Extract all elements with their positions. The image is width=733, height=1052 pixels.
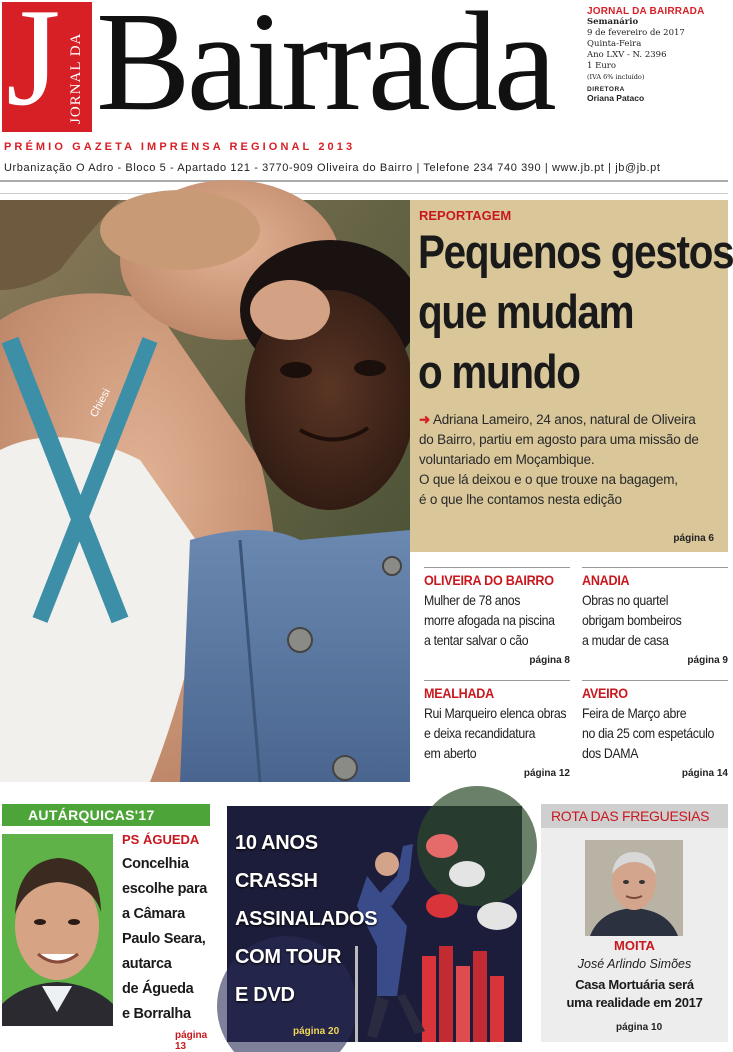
story-aveiro[interactable]	[582, 680, 728, 788]
story-line: Obras no quartel	[582, 592, 669, 608]
feature-lede	[419, 410, 725, 510]
headline-line: CRASSH	[235, 870, 318, 892]
headline-line: E DVD	[235, 984, 295, 1006]
address-line: Urbanização O Adro - Bloco 5 - Apartado 121 - 3770-909 Oliveira do Bairro | Telefone 234 740 390 | www.jb.pt | jb@jb.pt	[4, 162, 661, 174]
story-anadia[interactable]	[582, 567, 728, 675]
meta-director: Oriana Pataco	[587, 93, 645, 103]
headline-line: que mudam	[418, 285, 634, 338]
headline-line: Concelhia	[122, 856, 189, 872]
story-line: no dia 25 com espetáculo	[582, 725, 714, 741]
headline-line: escolhe para	[122, 881, 208, 897]
rota-place: MOITA	[614, 938, 655, 953]
headline-line: Pequenos gestos	[418, 225, 733, 278]
story-headline	[424, 590, 555, 650]
headline-line: de Águeda	[122, 981, 194, 997]
autarquicas-headline	[122, 852, 214, 1027]
divider	[424, 680, 570, 681]
logo-side-text: JORNAL DA	[68, 32, 84, 124]
feature-photo[interactable]	[0, 200, 410, 782]
rota-title: ROTA DAS FREGUESIAS	[541, 804, 728, 828]
award-line: PRÉMIO GAZETA IMPRENSA REGIONAL 2013	[4, 141, 356, 153]
lede-line: é o que lhe contamos nesta edição	[419, 492, 622, 507]
page-ref[interactable]: página 10	[616, 1022, 663, 1033]
feature-article[interactable]	[410, 200, 733, 552]
story-mealhada[interactable]	[424, 680, 570, 788]
meta-price: 1 Euro	[587, 61, 616, 71]
story-line: em aberto	[424, 745, 477, 761]
headline-line: a Câmara	[122, 906, 185, 922]
meta-issue: Ano LXV - N. 2396	[587, 50, 667, 60]
lede-line: Adriana Lameiro, 24 anos, natural de Oliveira	[432, 412, 696, 427]
rota-person: José Arlindo Simões	[577, 957, 692, 971]
page-ref[interactable]: página 13	[175, 1030, 208, 1052]
story-line: morre afogada na piscina	[424, 612, 555, 628]
story-label: MEALHADA	[424, 685, 494, 701]
story-line: dos DAMA	[582, 745, 639, 761]
story-line: obrigam bombeiros	[582, 612, 682, 628]
headline-line: 10 ANOS	[235, 832, 318, 854]
story-label: OLIVEIRA DO BAIRRO	[424, 572, 554, 588]
crassh-promo[interactable]	[227, 806, 522, 1042]
issue-meta	[587, 6, 725, 103]
rota-headline	[541, 976, 728, 1012]
divider	[424, 567, 570, 568]
story-headline	[424, 703, 567, 763]
divider	[582, 567, 728, 568]
interviewee-portrait	[585, 840, 683, 936]
story-label: ANADIA	[582, 572, 630, 588]
page-ref[interactable]: página 8	[529, 655, 570, 666]
story-oliveira-do-bairro[interactable]	[424, 567, 570, 675]
divider	[582, 680, 728, 681]
story-line: a tentar salvar o cão	[424, 632, 529, 648]
meta-vat: (IVA 6% incluído)	[587, 73, 645, 81]
meta-frequency: Semanário	[587, 17, 639, 27]
interviewee-photo	[585, 840, 683, 936]
headline-line: autarca	[122, 956, 172, 972]
divider	[0, 193, 728, 194]
story-headline	[582, 703, 714, 763]
page-ref[interactable]: página 20	[293, 1026, 340, 1037]
headline-line: Paulo Seara,	[122, 931, 206, 947]
arrow-icon: ➜	[419, 412, 431, 427]
story-line: Rui Marqueiro elenca obras	[424, 705, 567, 721]
story-headline	[582, 590, 710, 650]
logo-letter: J	[6, 0, 61, 135]
meta-paper-name: JORNAL DA BAIRRADA	[587, 6, 705, 17]
feature-photo-illustration	[0, 200, 410, 782]
feature-kicker: REPORTAGEM	[419, 208, 512, 223]
story-line: Feira de Março abre	[582, 705, 687, 721]
candidate-portrait	[2, 834, 113, 1026]
page-ref[interactable]: página 14	[681, 768, 728, 779]
page-ref[interactable]: página 6	[673, 533, 714, 544]
divider	[0, 180, 728, 182]
headline-line: COM TOUR	[235, 946, 342, 968]
rota-freguesias-box[interactable]	[541, 804, 728, 1042]
headline-line: e Borralha	[122, 1006, 191, 1022]
headline-line: uma realidade em 2017	[566, 995, 703, 1010]
autarquicas-box[interactable]	[2, 804, 210, 1052]
candidate-photo	[2, 834, 113, 1026]
headline-line: ASSINALADOS	[235, 908, 378, 930]
newspaper-title[interactable]: Bairrada	[96, 0, 553, 140]
lede-line: O que lá deixou e o que trouxe na bagagem,	[419, 472, 678, 487]
story-label: AVEIRO	[582, 685, 628, 701]
meta-date: 9 de fevereiro de 2017	[587, 28, 685, 38]
autarquicas-kicker: PS ÁGUEDA	[122, 832, 200, 847]
story-line: Mulher de 78 anos	[424, 592, 521, 608]
lanyard-text: Chiesi	[88, 386, 114, 420]
lede-line: do Bairro, partiu em agosto para uma missão de	[419, 432, 699, 447]
lede-line: voluntariado em Moçambique.	[419, 452, 595, 467]
headline-line: Casa Mortuária será	[575, 977, 694, 992]
autarquicas-title: AUTÁRQUICAS'17	[28, 807, 155, 823]
headline-line: o mundo	[418, 345, 580, 398]
meta-weekday: Quinta-Feira	[587, 39, 642, 49]
page-ref[interactable]: página 12	[523, 768, 570, 779]
page-ref[interactable]: página 9	[687, 655, 728, 666]
story-line: e deixa recandidatura	[424, 725, 536, 741]
masthead-logo[interactable]	[2, 0, 92, 135]
crassh-headline	[235, 824, 377, 1014]
meta-director-label: DIRETORA	[587, 86, 625, 93]
feature-headline[interactable]	[418, 222, 733, 402]
story-line: a mudar de casa	[582, 632, 669, 648]
